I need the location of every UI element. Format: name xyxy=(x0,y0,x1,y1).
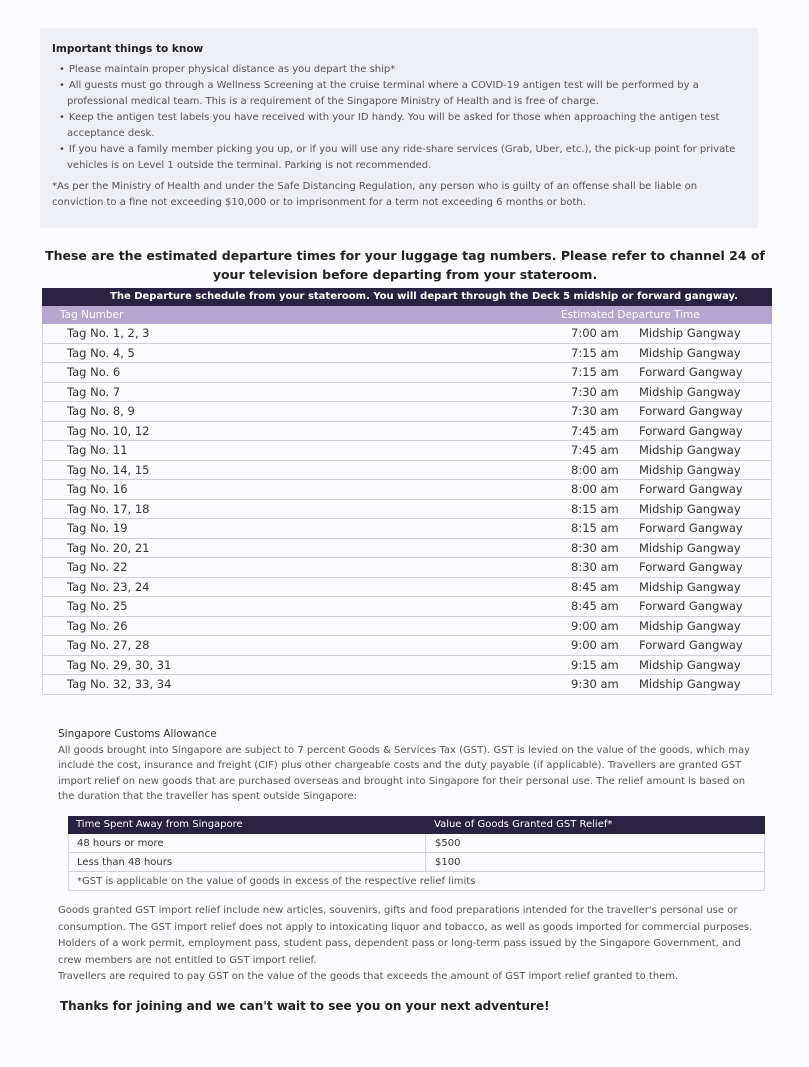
table-row xyxy=(42,461,772,481)
relief-paragraph: Goods granted GST import relief include new articles, souvenirs, gifts and food preparations intended for the traveller's personal use or consumption. The GST import relief does not apply to intoxicating liquor and tobacco, as well as goods imported for commercial purposes. Holders of a work permit, employment pass, student pass, dependent pass or long-term pass issued by the Singapore Government, and crew members are not entitled to GST import relief. xyxy=(58,905,753,966)
gangway-cell: Forward Gangway xyxy=(639,521,743,535)
time-cell: 7:00 am xyxy=(571,326,619,340)
col-tag-number: Tag Number xyxy=(60,309,124,321)
table-row xyxy=(42,363,772,383)
important-notice-box xyxy=(40,28,758,228)
tag-cell: Tag No. 1, 2, 3 xyxy=(67,326,150,340)
gangway-cell: Forward Gangway xyxy=(639,560,743,574)
gangway-cell: Forward Gangway xyxy=(639,638,743,652)
notice-title: Important things to know xyxy=(52,43,204,55)
notice-list xyxy=(52,62,746,174)
relief-section xyxy=(58,903,763,986)
time-cell: 8:30 am xyxy=(571,540,619,555)
table-row xyxy=(68,834,765,853)
closing-message: Thanks for joining and we can't wait to see you on your next adventure! xyxy=(60,999,550,1013)
notice-item: • All guests must go through a Wellness Screening at the cruise terminal where a COVID-19 antigen test will be performed by a professional medical team. This is a requirement of the Singapore Ministry of Health and is free of charge. xyxy=(52,78,746,109)
time-cell: 8:45 am xyxy=(571,579,619,594)
table-row xyxy=(42,675,772,695)
tag-cell: Tag No. 16 xyxy=(67,482,128,496)
table-row xyxy=(42,617,772,637)
gst-header xyxy=(68,816,765,834)
table-row xyxy=(68,853,765,872)
tag-cell: Tag No. 22 xyxy=(67,560,128,574)
time-cell: 9:15 am xyxy=(571,657,619,672)
time-cell: 7:45 am xyxy=(571,423,619,438)
customs-text: All goods brought into Singapore are subject to 7 percent Goods & Services Tax (GST). GST is levied on the value of the goods, which may include the cost, insurance and freight (CIF) plus other chargeable costs and the duty payable (if applicable). Travellers are granted GST import relief on new goods that are purchased overseas and brought into Singapore for their personal use. The relief amount is based on the duration that the traveller has spent outside Singapore: xyxy=(58,744,751,802)
gangway-cell: Forward Gangway xyxy=(639,599,743,613)
table-row xyxy=(42,578,772,598)
notice-item: • If you have a family member picking you up, or if you will use any ride-share services (Grab, Uber, etc.), the pick-up point for private vehicles is on Level 1 outside the terminal. Parking is not recommended. xyxy=(52,142,746,173)
gangway-cell: Midship Gangway xyxy=(639,618,741,633)
time-cell: 9:00 am xyxy=(571,618,619,633)
time-cell: 9:30 am xyxy=(571,677,619,691)
customs-title: Singapore Customs Allowance xyxy=(58,728,217,740)
schedule-title: The Departure schedule from your stateroom. You will depart through the Deck 5 midship or forward gangway. xyxy=(42,288,772,306)
time-cell: 7:30 am xyxy=(571,404,619,418)
time-cell: 7:15 am xyxy=(571,365,619,379)
tag-cell: Tag No. 26 xyxy=(67,618,128,633)
time-cell: 8:30 am xyxy=(571,560,619,574)
gangway-cell: Midship Gangway xyxy=(639,657,741,672)
table-row xyxy=(42,422,772,442)
table-row xyxy=(42,402,772,422)
schedule-header xyxy=(42,306,772,324)
table-row xyxy=(42,656,772,676)
gangway-cell: Midship Gangway xyxy=(639,462,741,477)
tag-cell: Tag No. 25 xyxy=(67,599,128,613)
gangway-cell: Midship Gangway xyxy=(639,345,741,360)
relief-value-cell: $100 xyxy=(435,857,461,868)
relief-value-cell: $500 xyxy=(435,838,461,849)
tag-cell: Tag No. 32, 33, 34 xyxy=(67,677,172,691)
notice-item: • Please maintain proper physical distance as you depart the ship* xyxy=(52,62,746,78)
time-cell: 7:45 am xyxy=(571,443,619,457)
time-cell: 7:30 am xyxy=(571,384,619,399)
gangway-cell: Midship Gangway xyxy=(639,540,741,555)
gangway-cell: Midship Gangway xyxy=(639,501,741,516)
time-away-cell: Less than 48 hours xyxy=(77,857,173,868)
departure-headline: These are the estimated departure times for your luggage tag numbers. Please refer to channel 24 of your television before departing from your stateroom. xyxy=(45,248,765,282)
tag-cell: Tag No. 14, 15 xyxy=(67,462,150,477)
tag-cell: Tag No. 4, 5 xyxy=(67,345,135,360)
col-departure-time: Estimated Departure Time xyxy=(561,309,700,321)
tag-cell: Tag No. 29, 30, 31 xyxy=(67,657,172,672)
table-row xyxy=(42,344,772,364)
tag-cell: Tag No. 11 xyxy=(67,443,128,457)
table-row xyxy=(42,324,772,344)
tag-cell: Tag No. 6 xyxy=(67,365,121,379)
table-row xyxy=(42,636,772,656)
gst-relief-table xyxy=(68,816,765,891)
table-row xyxy=(42,519,772,539)
gangway-cell: Midship Gangway xyxy=(639,677,741,691)
notice-item: • Keep the antigen test labels you have received with your ID handy. You will be asked for those when approaching the antigen test acceptance desk. xyxy=(52,110,746,141)
col-relief-value: Value of Goods Granted GST Relief* xyxy=(434,819,613,830)
time-cell: 8:15 am xyxy=(571,501,619,516)
departure-schedule-table xyxy=(42,288,772,695)
tag-cell: Tag No. 23, 24 xyxy=(67,579,150,594)
customs-section xyxy=(58,727,763,805)
tag-cell: Tag No. 17, 18 xyxy=(67,501,150,516)
time-cell: 8:15 am xyxy=(571,521,619,535)
gangway-cell: Forward Gangway xyxy=(639,404,743,418)
gangway-cell: Midship Gangway xyxy=(639,326,741,340)
table-row xyxy=(42,441,772,461)
time-cell: 8:00 am xyxy=(571,482,619,496)
time-cell: 8:00 am xyxy=(571,462,619,477)
table-row xyxy=(42,383,772,403)
time-cell: 9:00 am xyxy=(571,638,619,652)
tag-cell: Tag No. 19 xyxy=(67,521,128,535)
gangway-cell: Forward Gangway xyxy=(639,423,743,438)
col-time-away: Time Spent Away from Singapore xyxy=(76,819,243,830)
tag-cell: Tag No. 7 xyxy=(67,384,121,399)
table-row xyxy=(42,558,772,578)
gst-note: *GST is applicable on the value of goods in excess of the respective relief limits xyxy=(68,872,765,891)
table-row xyxy=(42,500,772,520)
table-row xyxy=(42,539,772,559)
gangway-cell: Forward Gangway xyxy=(639,365,743,379)
tag-cell: Tag No. 8, 9 xyxy=(67,404,135,418)
relief-paragraph: Travellers are required to pay GST on the value of the goods that exceeds the amount of GST import relief granted to them. xyxy=(58,971,679,982)
time-away-cell: 48 hours or more xyxy=(77,838,164,849)
table-row xyxy=(42,480,772,500)
tag-cell: Tag No. 10, 12 xyxy=(67,423,150,438)
gangway-cell: Midship Gangway xyxy=(639,579,741,594)
gangway-cell: Midship Gangway xyxy=(639,384,741,399)
gangway-cell: Midship Gangway xyxy=(639,443,741,457)
notice-footnote: *As per the Ministry of Health and under the Safe Distancing Regulation, any person who is guilty of an offense shall be liable on conviction to a fine not exceeding $10,000 or to imprisonment for a term not exceeding 6 months or both. xyxy=(52,181,698,208)
tag-cell: Tag No. 20, 21 xyxy=(67,540,150,555)
gangway-cell: Forward Gangway xyxy=(639,482,743,496)
tag-cell: Tag No. 27, 28 xyxy=(67,638,150,652)
table-row xyxy=(42,597,772,617)
time-cell: 7:15 am xyxy=(571,345,619,360)
time-cell: 8:45 am xyxy=(571,599,619,613)
